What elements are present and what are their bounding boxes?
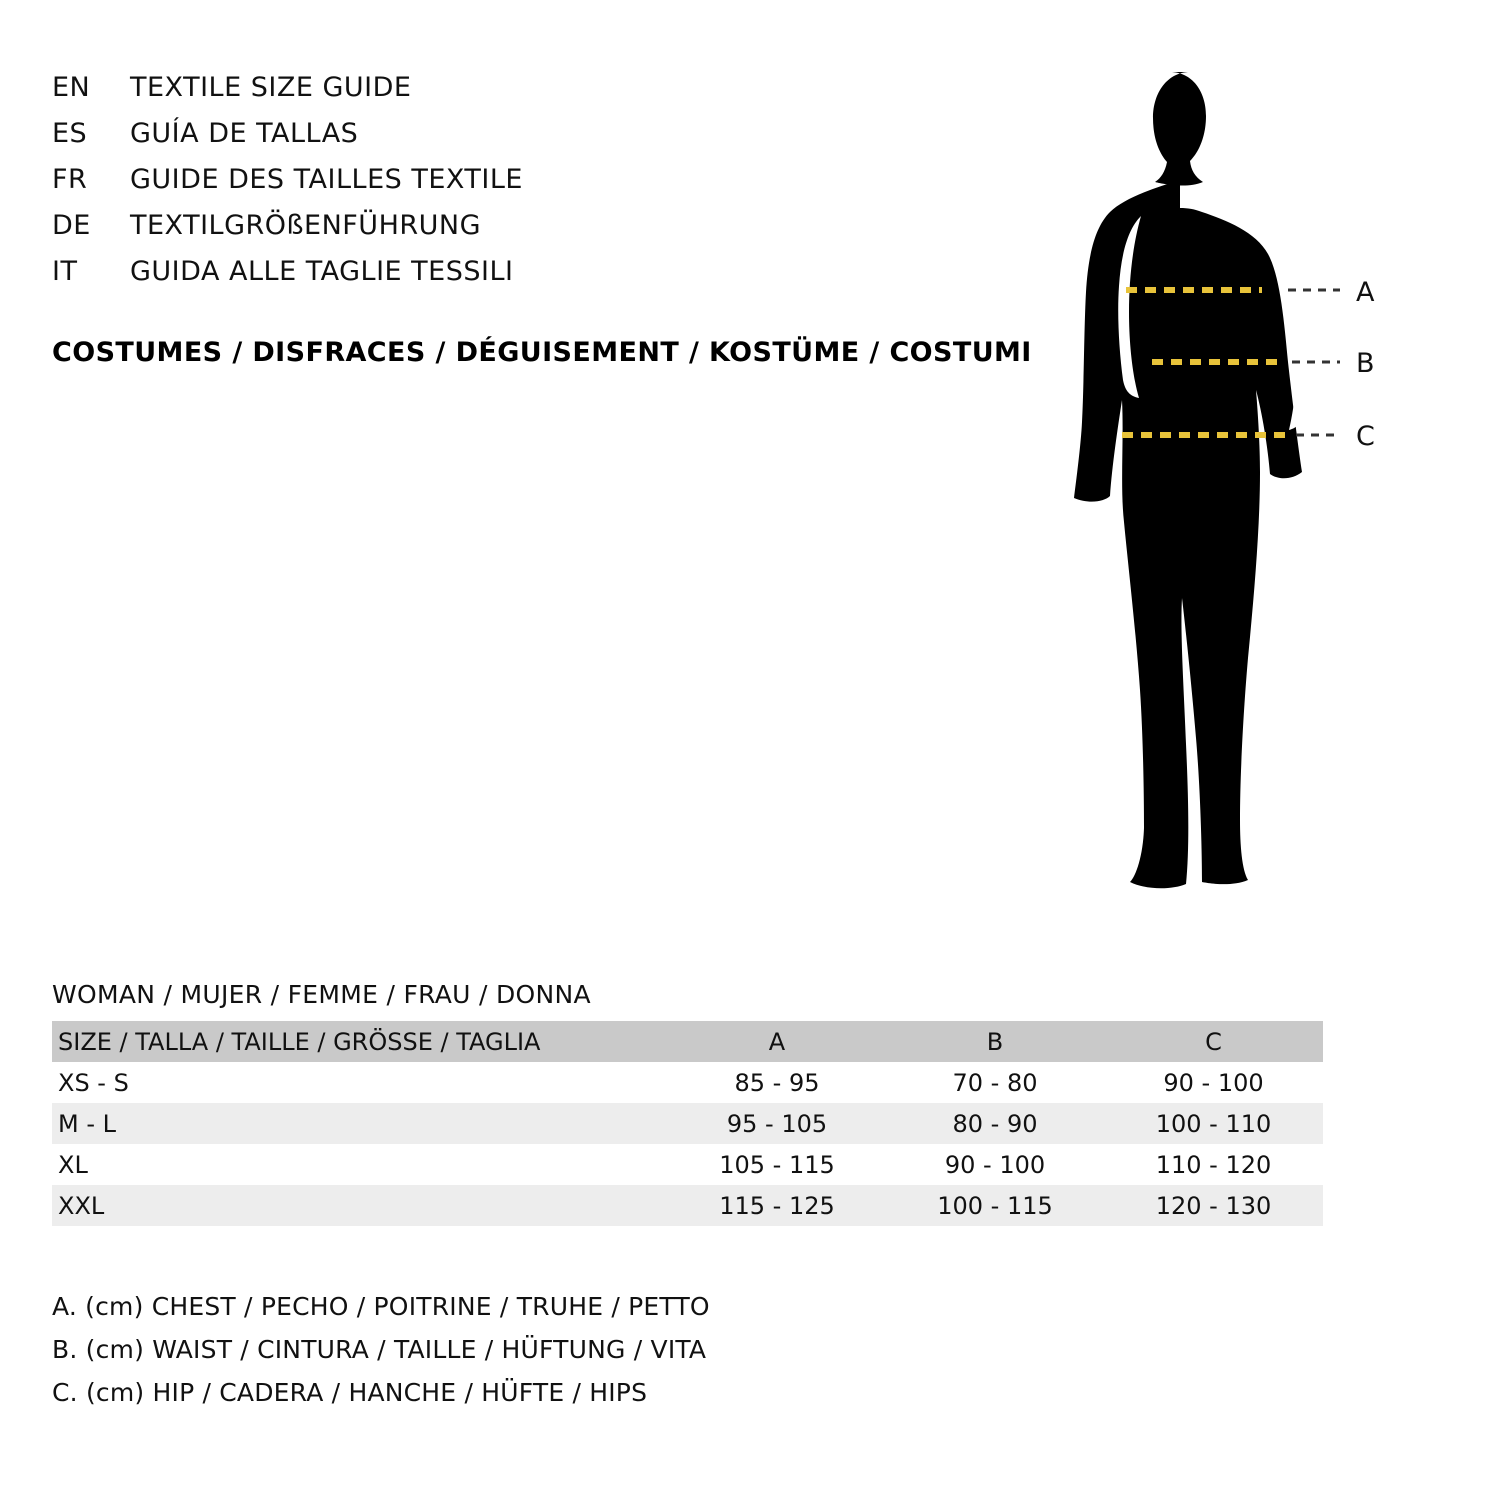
measure-label-c: C: [1356, 421, 1375, 452]
measure-label-b: B: [1356, 348, 1375, 379]
cell-a: 105 - 115: [668, 1144, 886, 1185]
language-code: FR: [52, 164, 88, 195]
cell-a: 115 - 125: [668, 1185, 886, 1226]
table-caption: WOMAN / MUJER / FEMME / FRAU / DONNA: [52, 980, 591, 1009]
cell-b: 70 - 80: [886, 1062, 1104, 1103]
table-header-row: [52, 1021, 1323, 1062]
size-table-block: [52, 980, 1322, 1226]
body-figure: [1040, 60, 1460, 940]
cell-c: 120 - 130: [1104, 1185, 1323, 1226]
cell-c: 110 - 120: [1104, 1144, 1323, 1185]
language-code: IT: [52, 256, 78, 287]
language-row-de: [52, 210, 1052, 256]
cell-size: M - L: [52, 1103, 668, 1144]
language-title: TEXTILE SIZE GUIDE: [130, 72, 412, 103]
language-row-es: [52, 118, 1052, 164]
legend-item-hip: C. (cm) HIP / CADERA / HANCHE / HÜFTE / HIPS: [52, 1378, 648, 1407]
language-code: EN: [52, 72, 91, 103]
column-header-b: B: [886, 1021, 1104, 1062]
cell-a: 95 - 105: [668, 1103, 886, 1144]
language-title: GUÍA DE TALLAS: [130, 118, 359, 149]
cell-b: 90 - 100: [886, 1144, 1104, 1185]
cell-b: 100 - 115: [886, 1185, 1104, 1226]
column-header-c: C: [1104, 1021, 1323, 1062]
language-list: [52, 72, 1052, 302]
language-row-en: [52, 72, 1052, 118]
cell-c: 100 - 110: [1104, 1103, 1323, 1144]
cell-size: XL: [52, 1144, 668, 1185]
table-row: [52, 1144, 1323, 1185]
column-header-size: SIZE / TALLA / TAILLE / GRÖSSE / TAGLIA: [52, 1021, 668, 1062]
language-title: TEXTILGRÖßENFÜHRUNG: [130, 210, 482, 241]
column-header-a: A: [668, 1021, 886, 1062]
table-body: [52, 1062, 1323, 1226]
language-row-it: [52, 256, 1052, 302]
cell-b: 80 - 90: [886, 1103, 1104, 1144]
language-row-fr: [52, 164, 1052, 210]
language-code: ES: [52, 118, 88, 149]
table-row: [52, 1103, 1323, 1144]
category-heading: COSTUMES / DISFRACES / DÉGUISEMENT / KOSTÜME / COSTUMI: [52, 337, 1032, 368]
legend-item-waist: B. (cm) WAIST / CINTURA / TAILLE / HÜFTUNG / VITA: [52, 1335, 707, 1364]
legend-item-chest: A. (cm) CHEST / PECHO / POITRINE / TRUHE / PETTO: [52, 1292, 710, 1321]
cell-c: 90 - 100: [1104, 1062, 1323, 1103]
table-row: [52, 1185, 1323, 1226]
table-head: [52, 1021, 1323, 1062]
table-row: [52, 1062, 1323, 1103]
size-table: [52, 1021, 1323, 1226]
woman-silhouette-icon: [1040, 60, 1460, 940]
language-code: DE: [52, 210, 91, 241]
cell-size: XXL: [52, 1185, 668, 1226]
language-title: GUIDA ALLE TAGLIE TESSILI: [130, 256, 514, 287]
cell-a: 85 - 95: [668, 1062, 886, 1103]
cell-size: XS - S: [52, 1062, 668, 1103]
measure-label-a: A: [1356, 277, 1375, 308]
language-title: GUIDE DES TAILLES TEXTILE: [130, 164, 523, 195]
legend-block: [52, 1292, 710, 1421]
